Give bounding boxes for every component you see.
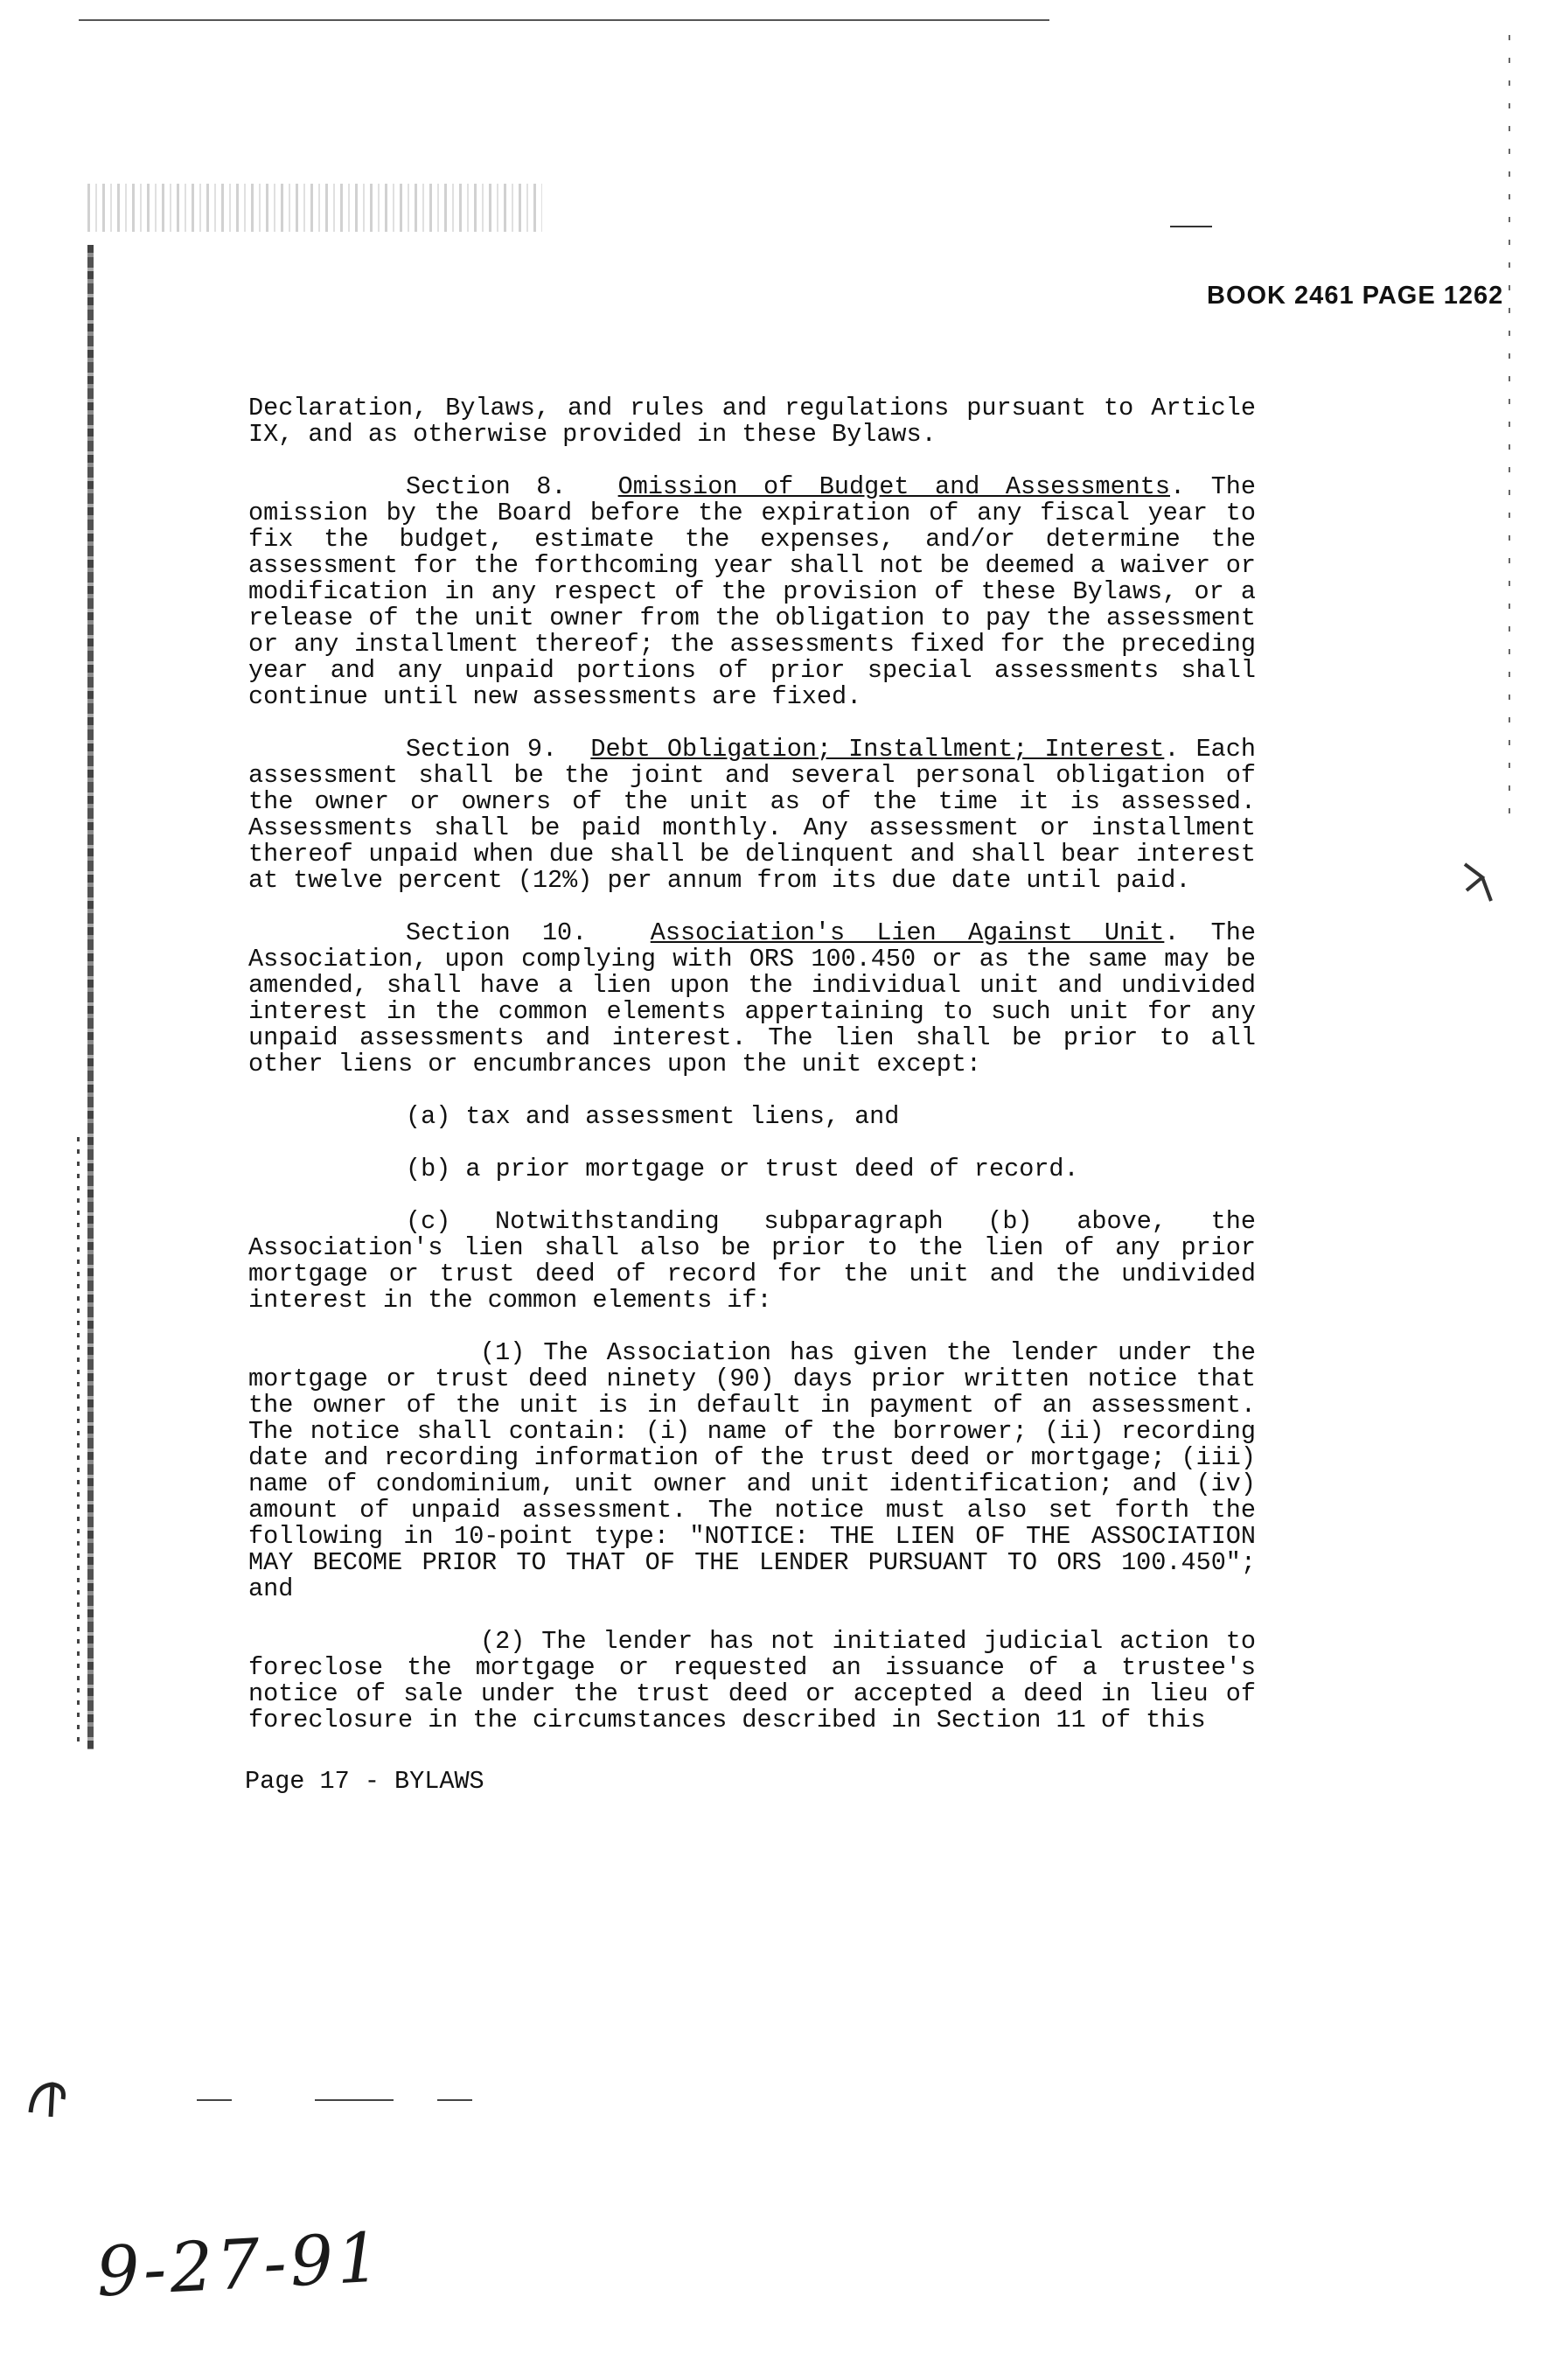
handwritten-date: 9-27-91 xyxy=(94,2218,386,2313)
section-8-paragraph xyxy=(248,474,1256,710)
section-10-paragraph xyxy=(248,920,1256,1078)
page-footer-label: Page 17 - BYLAWS xyxy=(245,1767,484,1796)
ink-blot-mark xyxy=(26,2077,74,2125)
scan-left-edge xyxy=(87,245,94,1749)
section-10-title: Association's Lien Against Unit xyxy=(650,918,1165,947)
scan-bottom-dash xyxy=(437,2099,472,2101)
book-page-reference: BOOK 2461 PAGE 1262 xyxy=(1207,282,1504,310)
scan-top-rule xyxy=(79,19,1049,21)
scan-noise xyxy=(87,184,542,232)
section-9-paragraph xyxy=(248,736,1256,894)
subparagraph-1: (1) The Association has given the lender under the mortgage or trust deed ninety (90) days prior written notice that the owner of the unit is in default in payment of an assessment. The notice shall contain: (i) name of the borrower; (ii) recording date and recording information of the trust deed or mortgage; (iii) name of condominium, unit owner and unit identification; and (iv) amount of unpaid assessment. The notice must also set forth the following in 10-point type: "NOTICE: THE LIEN OF THE ASSOCIATION MAY BECOME PRIOR TO THAT OF THE LENDER PURSUANT TO ORS 100.450"; and xyxy=(248,1338,1256,1603)
section-9-title: Debt Obligation; Installment; Interest xyxy=(590,735,1165,764)
section-9-text: . Each assessment shall be the joint and several personal obligation of the owner or owners of the unit as of the time it is assessed. Assessments shall be paid monthly. Any assessment or installment thereof unpaid when due shall be delinquent and shall bear interest at twelve percent (12%) per annum from its due date until paid. xyxy=(248,735,1256,895)
section-8-text: . The omission by the Board before the expiration of any fiscal year to fix the budget, estimate the expenses, and/or determine the assessment for the forthcoming year shall not be deemed a waiver or modification in any respect of the provision of these Bylaws, or a release of the unit owner from the obligation to pay the assessment or any installment thereof; the assessments fixed for the preceding year and any unpaid portions of prior special assessments shall continue until new assessments are fixed. xyxy=(248,472,1256,711)
section-8-number: Section 8. xyxy=(406,472,567,501)
scan-bottom-dash xyxy=(197,2099,232,2101)
section-10-number: Section 10. xyxy=(406,918,588,947)
item-a: (a) tax and assessment liens, and xyxy=(406,1102,900,1131)
scan-left-edge-thin xyxy=(77,1137,80,1749)
scan-right-edge xyxy=(1509,35,1510,822)
margin-arrow-mark xyxy=(1456,855,1500,908)
section-9-number: Section 9. xyxy=(406,735,558,764)
item-b: (b) a prior mortgage or trust deed of record. xyxy=(406,1155,1079,1183)
scan-right-dash xyxy=(1170,226,1212,227)
section-10-text: . The Association, upon complying with ORS 100.450 or as the same may be amended, shall have a lien upon the individual unit and undivided interest in the common elements appertaining to such unit for any unpaid assessments and interest. The lien shall be prior to all other liens or encumbrances upon the unit except: xyxy=(248,918,1256,1078)
section-8-title: Omission of Budget and Assessments xyxy=(617,472,1171,501)
bylaws-body xyxy=(248,395,1256,1734)
scan-bottom-dash xyxy=(315,2099,394,2101)
intro-paragraph: Declaration, Bylaws, and rules and regulations pursuant to Article IX, and as otherwise provided in these Bylaws. xyxy=(248,394,1256,449)
subparagraph-2: (2) The lender has not initiated judicial action to foreclose the mortgage or requested an issuance of a trustee's notice of sale under the trust deed or accepted a deed in lieu of foreclosure in the circumstances described in Section 11 of this xyxy=(248,1627,1256,1734)
item-c: (c) Notwithstanding subparagraph (b) above, the Association's lien shall also be prior to the lien of any prior mortgage or trust deed of record for the unit and the undivided interest in the common elements if: xyxy=(248,1207,1256,1315)
